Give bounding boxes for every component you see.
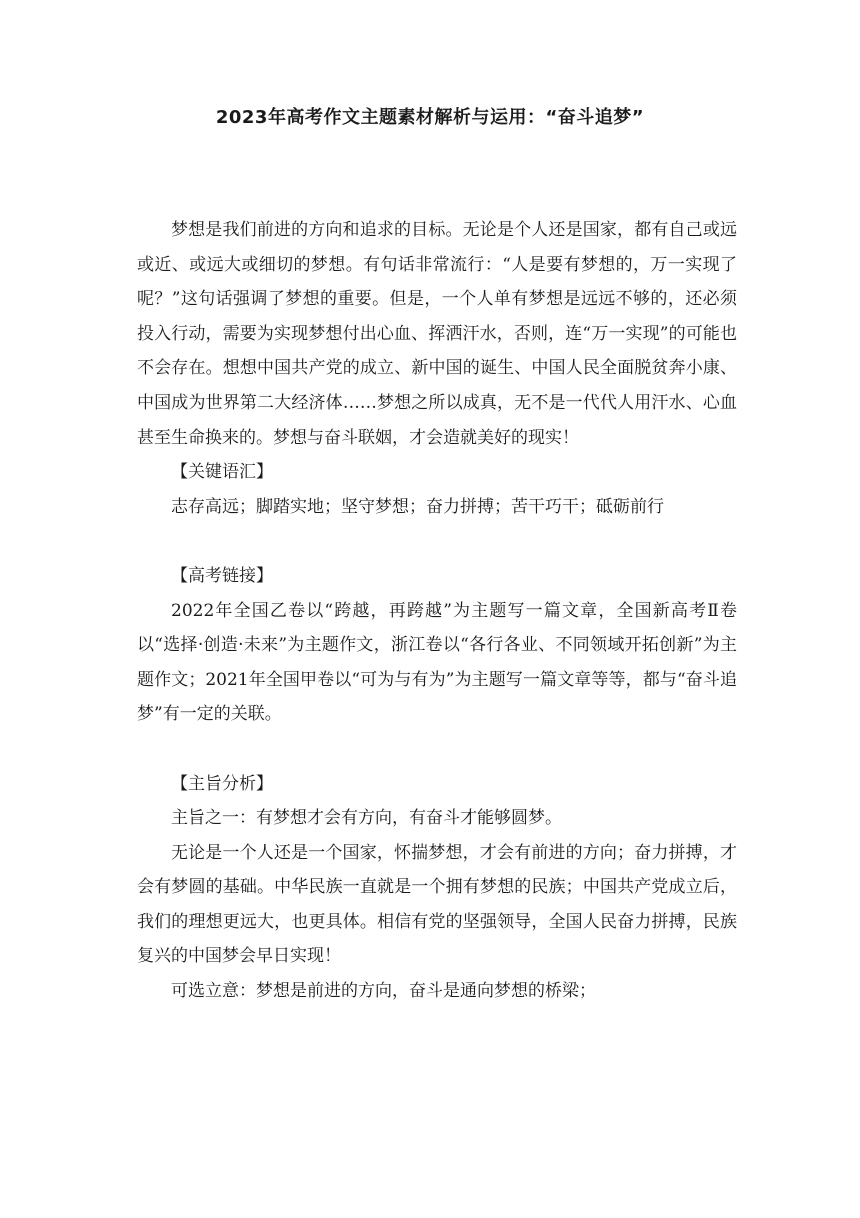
analysis-heading: 【主旨分析】 — [171, 773, 273, 794]
theme1-line: 主旨之一：有梦想才会有方向，有奋斗才能够圆梦。 — [171, 808, 562, 829]
document-title: 2023年高考作文主题素材解析与运用：“奋斗追梦” — [215, 107, 645, 128]
intro-paragraph: 梦想是我们前进的方向和追求的目标。无论是个人还是国家，都有自己或远或近、或远大或细切的梦想。有句话非常流行：“人是要有梦想的，万一实现了呢？”这句话强调了梦想的重要。但是，一个人单有梦想是远远不够的，还必须投入行动，需要为实现梦想付出心血、挥洒汗水，否则，连“万一实现”的可能也不会存在。想想中国共产党的成立、新中国的诞生、中国人民全面脱贫奔小康、中国成为世界第二大经济体……梦想之所以成真，无不是一代代人用汗水、心血甚至生命换来的。梦想与奋斗联姻，才会造就美好的现实！ — [137, 220, 737, 448]
keywords-paragraph: 志存高远；脚踏实地；坚守梦想；奋力拼搏；苦干巧干；砥砺前行 — [171, 496, 664, 517]
theme1-paragraph: 无论是一个人还是一个国家，怀揣梦想，才会有前进的方向；奋力拼搏，才会有梦圆的基础。中华民族一直就是一个拥有梦想的民族；中国共产党成立后，我们的理想更远大，也更具体。相信有党的坚强领导，全国人民奋力拼搏，民族复兴的中国梦会早日实现！ — [137, 842, 737, 967]
document-body — [137, 213, 737, 1009]
keywords-heading: 【关键语汇】 — [171, 462, 273, 483]
exam-heading: 【高考链接】 — [171, 565, 273, 586]
optional-ideas-line: 可选立意：梦想是前进的方向，奋斗是通向梦想的桥梁； — [171, 981, 596, 1002]
blank-line — [137, 732, 737, 767]
exam-paragraph: 2022年全国乙卷以“跨越，再跨越”为主题写一篇文章，全国新高考Ⅱ卷以“选择·创造·未来”为主题作文，浙江卷以“各行各业、不同领域开拓创新”为主题作文；2021年全国甲卷以“可为与有为”为主题写一篇文章等等，都与“奋斗追梦”有一定的关联。 — [137, 600, 737, 725]
blank-line — [137, 524, 737, 559]
